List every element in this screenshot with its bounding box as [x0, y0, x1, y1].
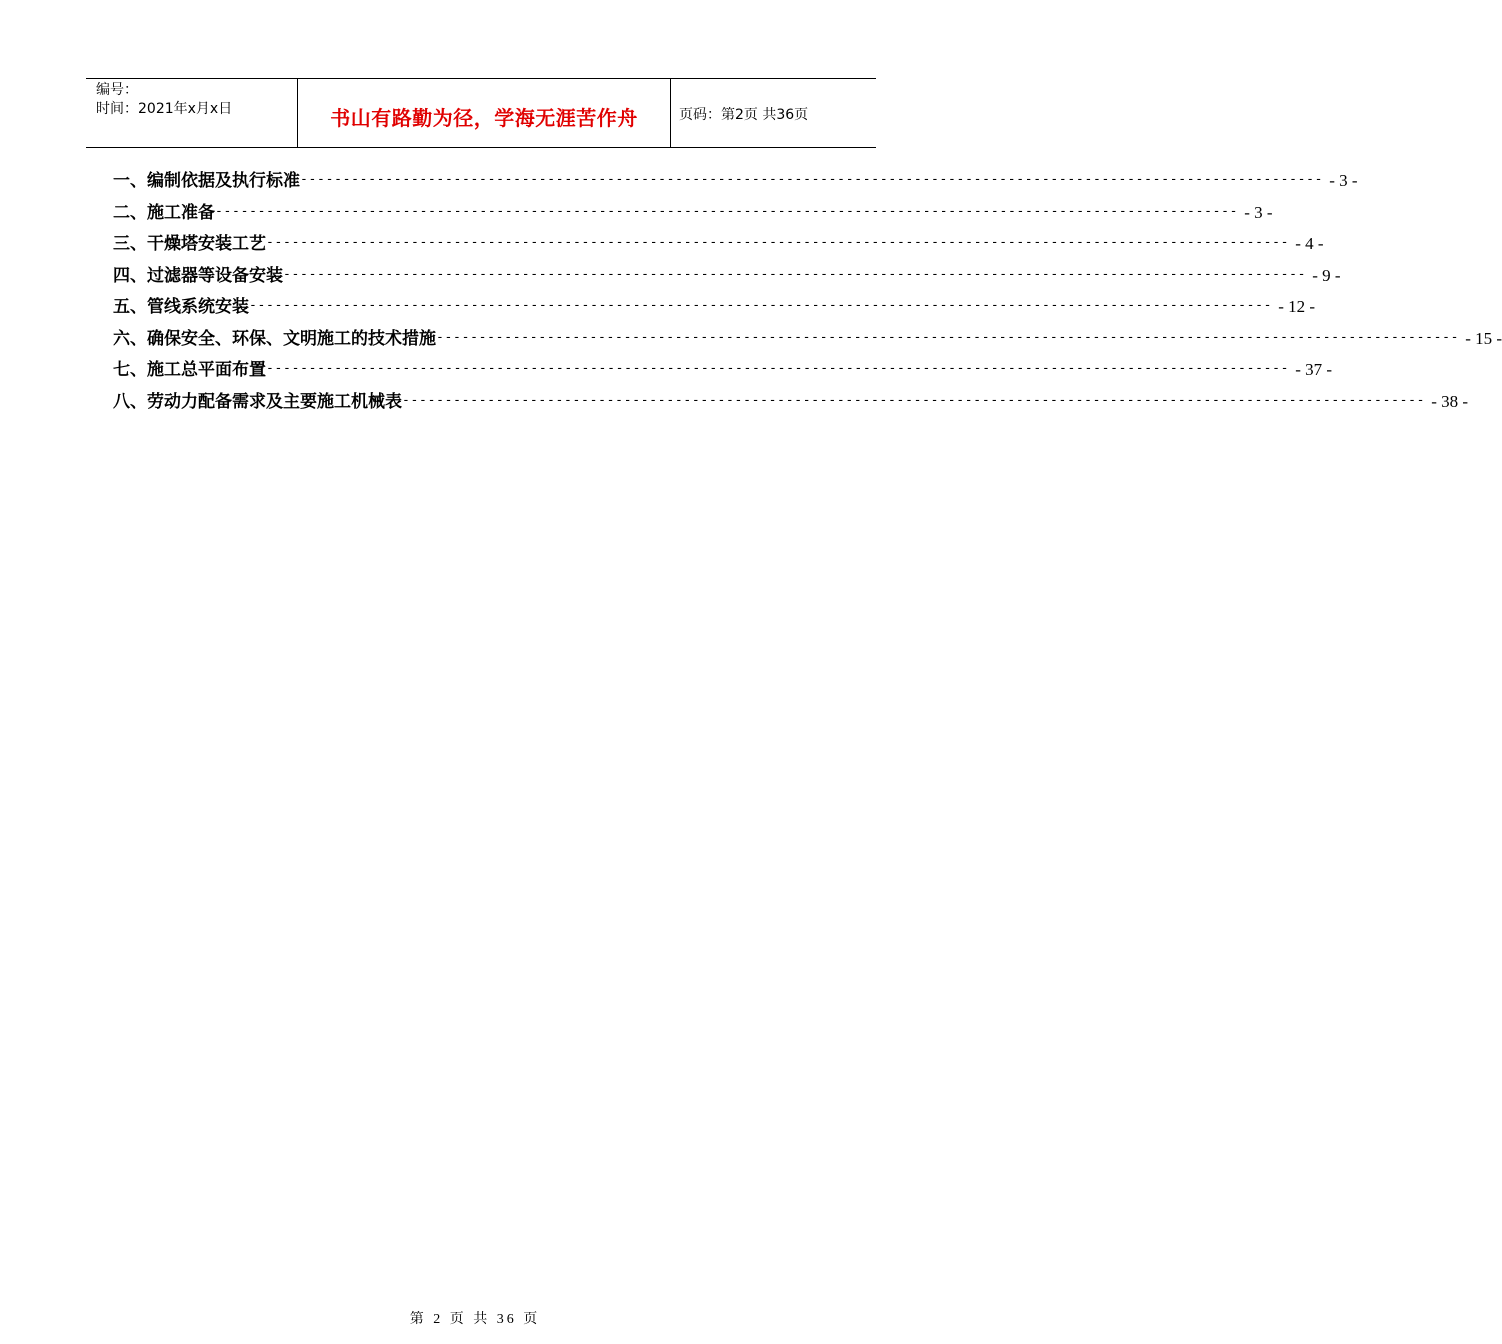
document-date: 时间：2021年x月x日: [96, 101, 233, 117]
toc-entry[interactable]: [113, 198, 1273, 230]
page-footer: 第 2 页 共 36 页: [409, 1312, 541, 1327]
toc-entry-page: - 37 -: [1295, 360, 1333, 379]
toc-entry-title: 八、劳动力配备需求及主要施工机械表: [113, 391, 402, 412]
toc-entry-page: - 15 -: [1465, 328, 1502, 348]
toc-entry-page: - 12 -: [1278, 297, 1316, 316]
toc-leader: ------------------------------------------------------------------------------------------------------------------------: [283, 266, 1307, 282]
toc-entry-title: 五、管线系统安装: [113, 297, 249, 317]
toc-entry[interactable]: [113, 229, 1324, 261]
toc-entry-title: 四、过滤器等设备安装: [113, 265, 283, 286]
toc-entry-title: 三、干燥塔安装工艺: [113, 234, 266, 254]
toc-entry-title: 二、施工准备: [113, 202, 215, 223]
toc-entry-title: 一、编制依据及执行标准: [113, 171, 300, 191]
toc-leader: ------------------------------------------------------------------------------------------------------------------------: [266, 361, 1290, 376]
toc-entry-page: - 3 -: [1329, 171, 1358, 190]
document-number: 编号：: [96, 82, 138, 98]
toc-entry-title: 七、施工总平面布置: [113, 360, 266, 380]
toc-leader: ------------------------------------------------------------------------------------------------------------------------: [215, 203, 1239, 219]
toc-leader: ------------------------------------------------------------------------------------------------------------------------: [266, 235, 1290, 250]
toc-entry[interactable]: [113, 324, 1502, 356]
toc-entry[interactable]: [113, 261, 1341, 293]
header-meta: [86, 79, 298, 148]
toc-entry[interactable]: [113, 292, 1316, 324]
toc-entry[interactable]: [113, 355, 1333, 387]
header-motto: 书山有路勤为径，学海无涯苦作舟: [298, 79, 671, 148]
toc-leader: ------------------------------------------------------------------------------------------------------------------------: [249, 298, 1273, 313]
toc-entry-title: 六、确保安全、环保、文明施工的技术措施: [113, 328, 436, 349]
toc-entry[interactable]: [113, 387, 1469, 419]
table-of-contents: [113, 166, 1502, 418]
toc-entry-page: - 4 -: [1295, 234, 1324, 253]
page-header: [86, 78, 876, 148]
toc-leader: ------------------------------------------------------------------------------------------------------------------------: [402, 392, 1426, 408]
toc-entry-page: - 3 -: [1244, 202, 1273, 222]
toc-entry[interactable]: [113, 166, 1358, 198]
toc-entry-page: - 9 -: [1312, 265, 1341, 285]
toc-entry-page: - 38 -: [1431, 391, 1469, 411]
header-page-info: 页码：第2页 共36页: [671, 79, 877, 148]
toc-leader: ------------------------------------------------------------------------------------------------------------------------: [300, 172, 1324, 187]
toc-leader: ------------------------------------------------------------------------------------------------------------------------: [436, 329, 1460, 345]
